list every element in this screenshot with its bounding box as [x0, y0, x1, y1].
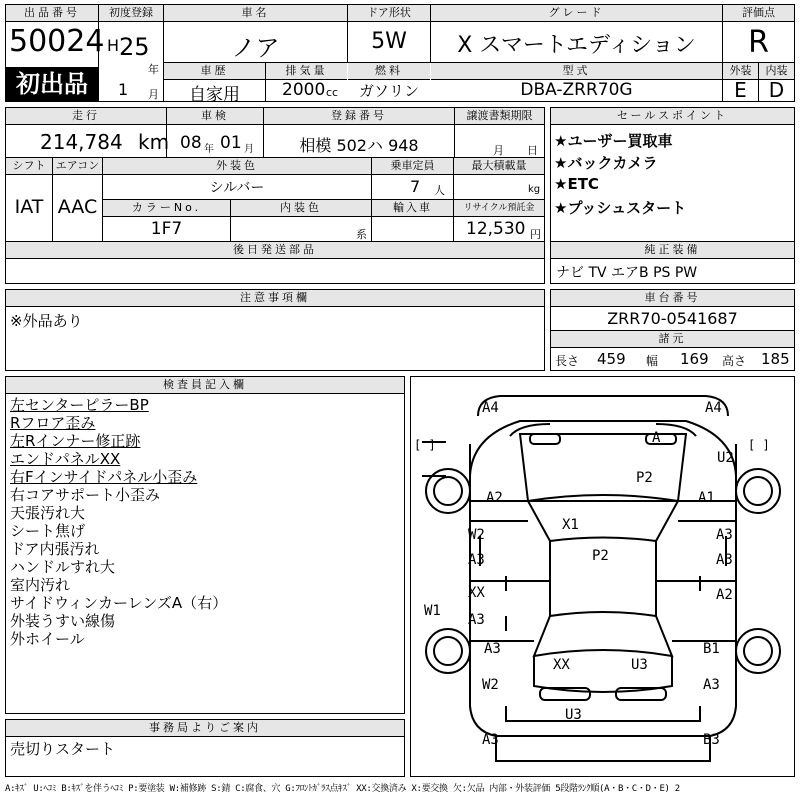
mileage: 214,784 [40, 130, 123, 154]
height-label: 高さ [722, 354, 747, 368]
notes-label: 注意事項欄 [6, 290, 544, 307]
height: 185 [761, 350, 790, 368]
office-label: 事務局よりご案内 [6, 720, 404, 737]
score-label: 評価点 [723, 5, 794, 22]
damage-mark: A3 [482, 732, 499, 748]
capacity-unit: 人 [434, 184, 445, 197]
shift-label: シフト [6, 158, 52, 175]
inspector-line: 右コアサポート小歪み [10, 486, 161, 504]
inspector-line: エンドパネルXX [10, 450, 121, 468]
damage-mark: A4 [705, 400, 722, 416]
office-text: 売切りスタート [10, 740, 116, 758]
sales-point: ★プッシュスタート [554, 199, 687, 217]
damage-mark: U3 [631, 657, 648, 673]
transfer-month-unit: 月 [493, 144, 504, 157]
damage-mark: W2 [468, 527, 485, 543]
fuel: ガソリン [358, 82, 419, 100]
transfer-label: 譲渡書類期限 [455, 108, 544, 125]
year-unit: 年 [148, 63, 159, 76]
capacity-label: 乗車定員 [372, 158, 453, 175]
history-label: 車歴 [164, 63, 265, 80]
inspector-line: 左センターピラーBP [10, 396, 149, 414]
damage-mark: A3 [468, 552, 485, 568]
inspector-line: 外装うすい線傷 [10, 612, 116, 630]
inspector-label: 検査員記入欄 [6, 377, 404, 394]
damage-mark: A3 [716, 552, 733, 568]
damage-mark: W1 [424, 603, 441, 619]
inspector-line: 天張汚れ大 [10, 504, 86, 522]
sales-point: ★ETC [554, 175, 599, 193]
car-name-label: 車名 [164, 5, 347, 22]
inspector-line: Rフロア歪み [10, 414, 96, 432]
damage-mark: X1 [562, 517, 579, 533]
inspector-line: 左Rインナー修正跡 [10, 432, 141, 450]
displacement: 2000 [282, 80, 326, 100]
damage-mark: XX [553, 657, 570, 673]
chassis-number: ZRR70-0541687 [607, 309, 738, 328]
car-diagram [410, 376, 795, 777]
inspection-label: 車検 [167, 108, 263, 125]
model-label: 型式 [431, 63, 722, 80]
lot-number: 50024 [9, 24, 105, 59]
door-label: ドア形状 [348, 5, 430, 22]
displacement-unit: cc [326, 86, 339, 99]
diagram-bracket-left: [ ] [414, 438, 436, 452]
model: DBA-ZRR70G [520, 80, 633, 100]
width-label: 幅 [646, 354, 659, 368]
equipment: ナビ TV エアB PS PW [556, 265, 698, 281]
damage-mark: A2 [716, 587, 733, 603]
load-label: 最大積載量 [454, 158, 544, 175]
damage-mark: B3 [703, 732, 720, 748]
history: 自家用 [189, 85, 240, 105]
era: H [107, 36, 120, 55]
plate: 相模 502ハ 948 [299, 136, 419, 155]
plate-label: 登録番号 [264, 108, 454, 125]
sales-point: ★バックカメラ [554, 154, 658, 172]
mileage-label: 走行 [6, 108, 166, 125]
door-type: 5W [371, 29, 407, 54]
length: 459 [597, 350, 626, 368]
inspector-line: サイドウィンカーレンズA（右） [10, 594, 228, 612]
diagram-bracket-right: [ ] [748, 438, 770, 452]
damage-mark: A3 [484, 641, 501, 657]
length-label: 長さ [555, 354, 580, 368]
exterior-score: E [734, 78, 747, 102]
import-label: 輸入車 [372, 200, 453, 217]
damage-mark: W2 [482, 677, 499, 693]
mileage-unit: km [138, 130, 170, 154]
damage-mark: A1 [698, 490, 715, 506]
insp-month: 01 [220, 133, 242, 153]
color-no-label: カラーNo. [103, 200, 230, 217]
int-color-label: 内装色 [231, 200, 371, 217]
width: 169 [680, 350, 709, 368]
color-label: 外装色 [103, 158, 371, 175]
month-unit: 月 [148, 88, 159, 101]
grade: X スマートエディション [457, 33, 696, 58]
damage-mark: A [652, 430, 661, 446]
first-reg-label: 初度登録 [99, 5, 163, 22]
lot-no-label: 出品番号 [6, 5, 98, 22]
interior-score: D [768, 78, 785, 102]
inspector-line: ハンドルすれ大 [10, 558, 116, 576]
inspector-line: ドア内張汚れ [10, 540, 100, 558]
insp-year: 08 [180, 133, 202, 153]
grade-label: グレード [431, 5, 722, 22]
ac: AAC [57, 196, 98, 218]
damage-mark: P2 [592, 548, 609, 564]
insp-year-unit: 年 [204, 144, 214, 155]
color-no: 1F7 [150, 219, 183, 239]
inspector-line: シート焦げ [10, 522, 86, 540]
insp-month-unit: 月 [244, 144, 254, 155]
fuel-label: 燃料 [348, 63, 430, 80]
exterior-label: 外装 [723, 63, 758, 80]
reg-year: 25 [119, 33, 150, 61]
equip-label: 純正装備 [551, 242, 794, 259]
capacity: 7 [410, 177, 421, 196]
recycle-unit: 円 [530, 228, 541, 241]
dims-label: 諸元 [551, 331, 794, 348]
sales-point: ★ユーザー買取車 [554, 132, 673, 150]
displacement-label: 排気量 [266, 63, 347, 80]
transfer-day-unit: 日 [527, 144, 538, 157]
shift: IAT [14, 196, 44, 218]
load-unit: kg [528, 184, 541, 195]
inspector-line: 外ホイール [10, 630, 85, 648]
recycle-label: リサイクル預託金 [454, 200, 544, 217]
damage-mark: A4 [482, 400, 499, 416]
damage-mark: B1 [703, 641, 720, 657]
later-parts-label: 後日発送部品 [6, 242, 544, 259]
chassis-label: 車台番号 [551, 290, 794, 307]
legend: A:ｷｽﾞ U:ﾍｺﾐ B:ｷｽﾞを伴うﾍｺﾐ P:要塗装 W:補修跡 S:錆 C:腐食、穴 G:ﾌﾛﾝﾄｶﾞﾗｽ点ｷｽﾞ XX:交換済み X:要交換 欠:欠品 内部・外装評価 5段階ﾗﾝｸ順(A・B・C・D・E) 2 [5, 784, 680, 794]
ac-label: エアコン [53, 158, 102, 175]
damage-mark: A3 [468, 612, 485, 628]
damage-mark: A3 [716, 527, 733, 543]
sales-label: セールスポイント [551, 108, 794, 125]
recycle: 12,530 [466, 219, 526, 239]
inspector-line: 右Fインサイドパネル小歪み [10, 468, 198, 486]
car-name: ノア [231, 34, 280, 62]
damage-mark: U2 [717, 450, 734, 466]
inspector-lines [10, 396, 227, 648]
color: シルバー [209, 180, 265, 196]
damage-mark: XX [468, 585, 485, 601]
score: R [748, 25, 769, 60]
damage-mark: P2 [636, 470, 653, 486]
first-listing-badge: 初出品 [6, 67, 98, 101]
reg-month: 1 [118, 80, 129, 99]
damage-mark: A3 [703, 677, 720, 693]
inspector-line: 室内汚れ [10, 576, 71, 594]
damage-mark: A2 [486, 490, 503, 506]
notes-text: ※外品あり [10, 312, 83, 330]
int-color-unit: 系 [356, 228, 367, 241]
interior-label: 内装 [759, 63, 794, 80]
damage-mark: U3 [565, 707, 582, 723]
